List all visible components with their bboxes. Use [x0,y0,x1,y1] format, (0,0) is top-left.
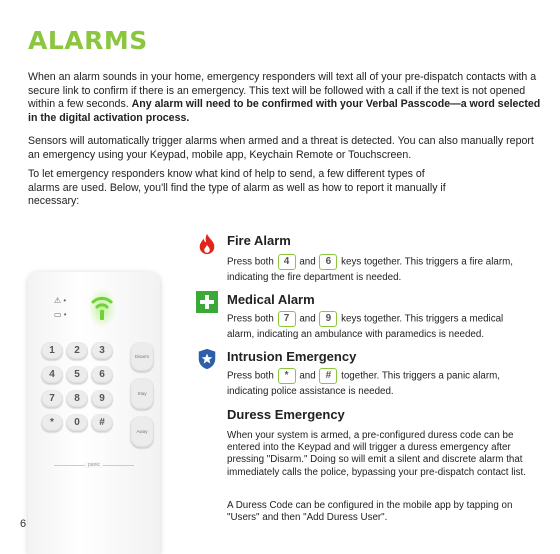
medical-cross-icon [196,291,218,313]
police-badge-icon [196,348,218,370]
medical-alarm-title: Medical Alarm [227,292,315,307]
intrusion-emergency-description: Press both * and # together. This triggers a panic alarm, indicating police assistance is needed. [227,370,500,397]
page-number: 6 [20,518,27,530]
warning-icon: ⚠ • [54,296,67,305]
keypad-key: * [41,414,63,432]
key-star-icon: * [278,368,296,384]
keypad-key: 8 [66,390,88,408]
duress-emergency-paragraph-2: A Duress Code can be configured in the mobile app by tapping on "Users" and then "Add Duress User". [227,500,513,524]
intrusion-emergency-title: Intrusion Emergency [227,349,357,364]
keypad-stay-button: Stay [130,378,154,410]
intro-paragraph-2: Sensors will automatically trigger alarms when armed and a threat is detected. You can also manually report an emergency using your Keypad, mobile app, Keychain Remote or Touchscreen. [28,135,534,161]
key-4-icon: 4 [278,254,296,270]
key-7-icon: 7 [278,311,296,327]
keypad-key: 3 [91,342,113,360]
keypad-key: 7 [41,390,63,408]
keypad-keys [41,342,113,438]
intro-p1-text: When an alarm sounds in your home, emergency responders will text all of your pre-dispatch contacts with a secure link to confirm if there is an emergency. This text will be followed with a call if the text is not opened within a few seconds. [28,71,537,111]
keypad-away-button: Away [130,416,154,448]
duress-emergency-paragraph-1: When your system is armed, a pre-configured duress code can be entered into the Keypad and will trigger a duress emergency after pressing "Disarm." Doing so will emit a silent and discrete alarm that immediately calls the police, bypassing your pre-dispatch contact list. [227,430,526,478]
wifi-icon [88,288,116,328]
medical-alarm-description: Press both 7 and 9 keys together. This triggers a medical alarm, indicating an ambulance with paramedics is needed. [227,313,504,340]
page-title: ALARMS [28,26,148,55]
panic-label: panic [54,462,134,468]
key-6-icon: 6 [319,254,337,270]
keypad-key: # [91,414,113,432]
keypad-key: 9 [91,390,113,408]
fire-alarm-title: Fire Alarm [227,233,291,248]
keypad-key: 4 [41,366,63,384]
intro-paragraph-3: To let emergency responders know what kind of help to send, a few different types of alarms are used. Below, you'll find the type of alarm as well as how to report it manually if necessary: [28,168,446,208]
battery-icon: ▭ • [54,310,67,319]
key-hash-icon: # [319,368,337,384]
intro-p1-bold: Any alarm will need to be confirmed with your Verbal Passcode—a word selected in the digital activation process. [28,98,541,124]
keypad-disarm-button: Disarm [130,342,154,372]
duress-emergency-title: Duress Emergency [227,407,345,422]
keypad-key: 6 [91,366,113,384]
key-9-icon: 9 [319,311,337,327]
keypad-key: 5 [66,366,88,384]
intro-paragraph-1 [28,71,548,125]
fire-alarm-description: Press both 4 and 6 keys together. This triggers a fire alarm, indicating the fire department is needed. [227,256,514,283]
keypad-illustration [28,272,160,554]
flame-icon [196,233,218,255]
keypad-key: 1 [41,342,63,360]
keypad-key: 0 [66,414,88,432]
keypad-key: 2 [66,342,88,360]
